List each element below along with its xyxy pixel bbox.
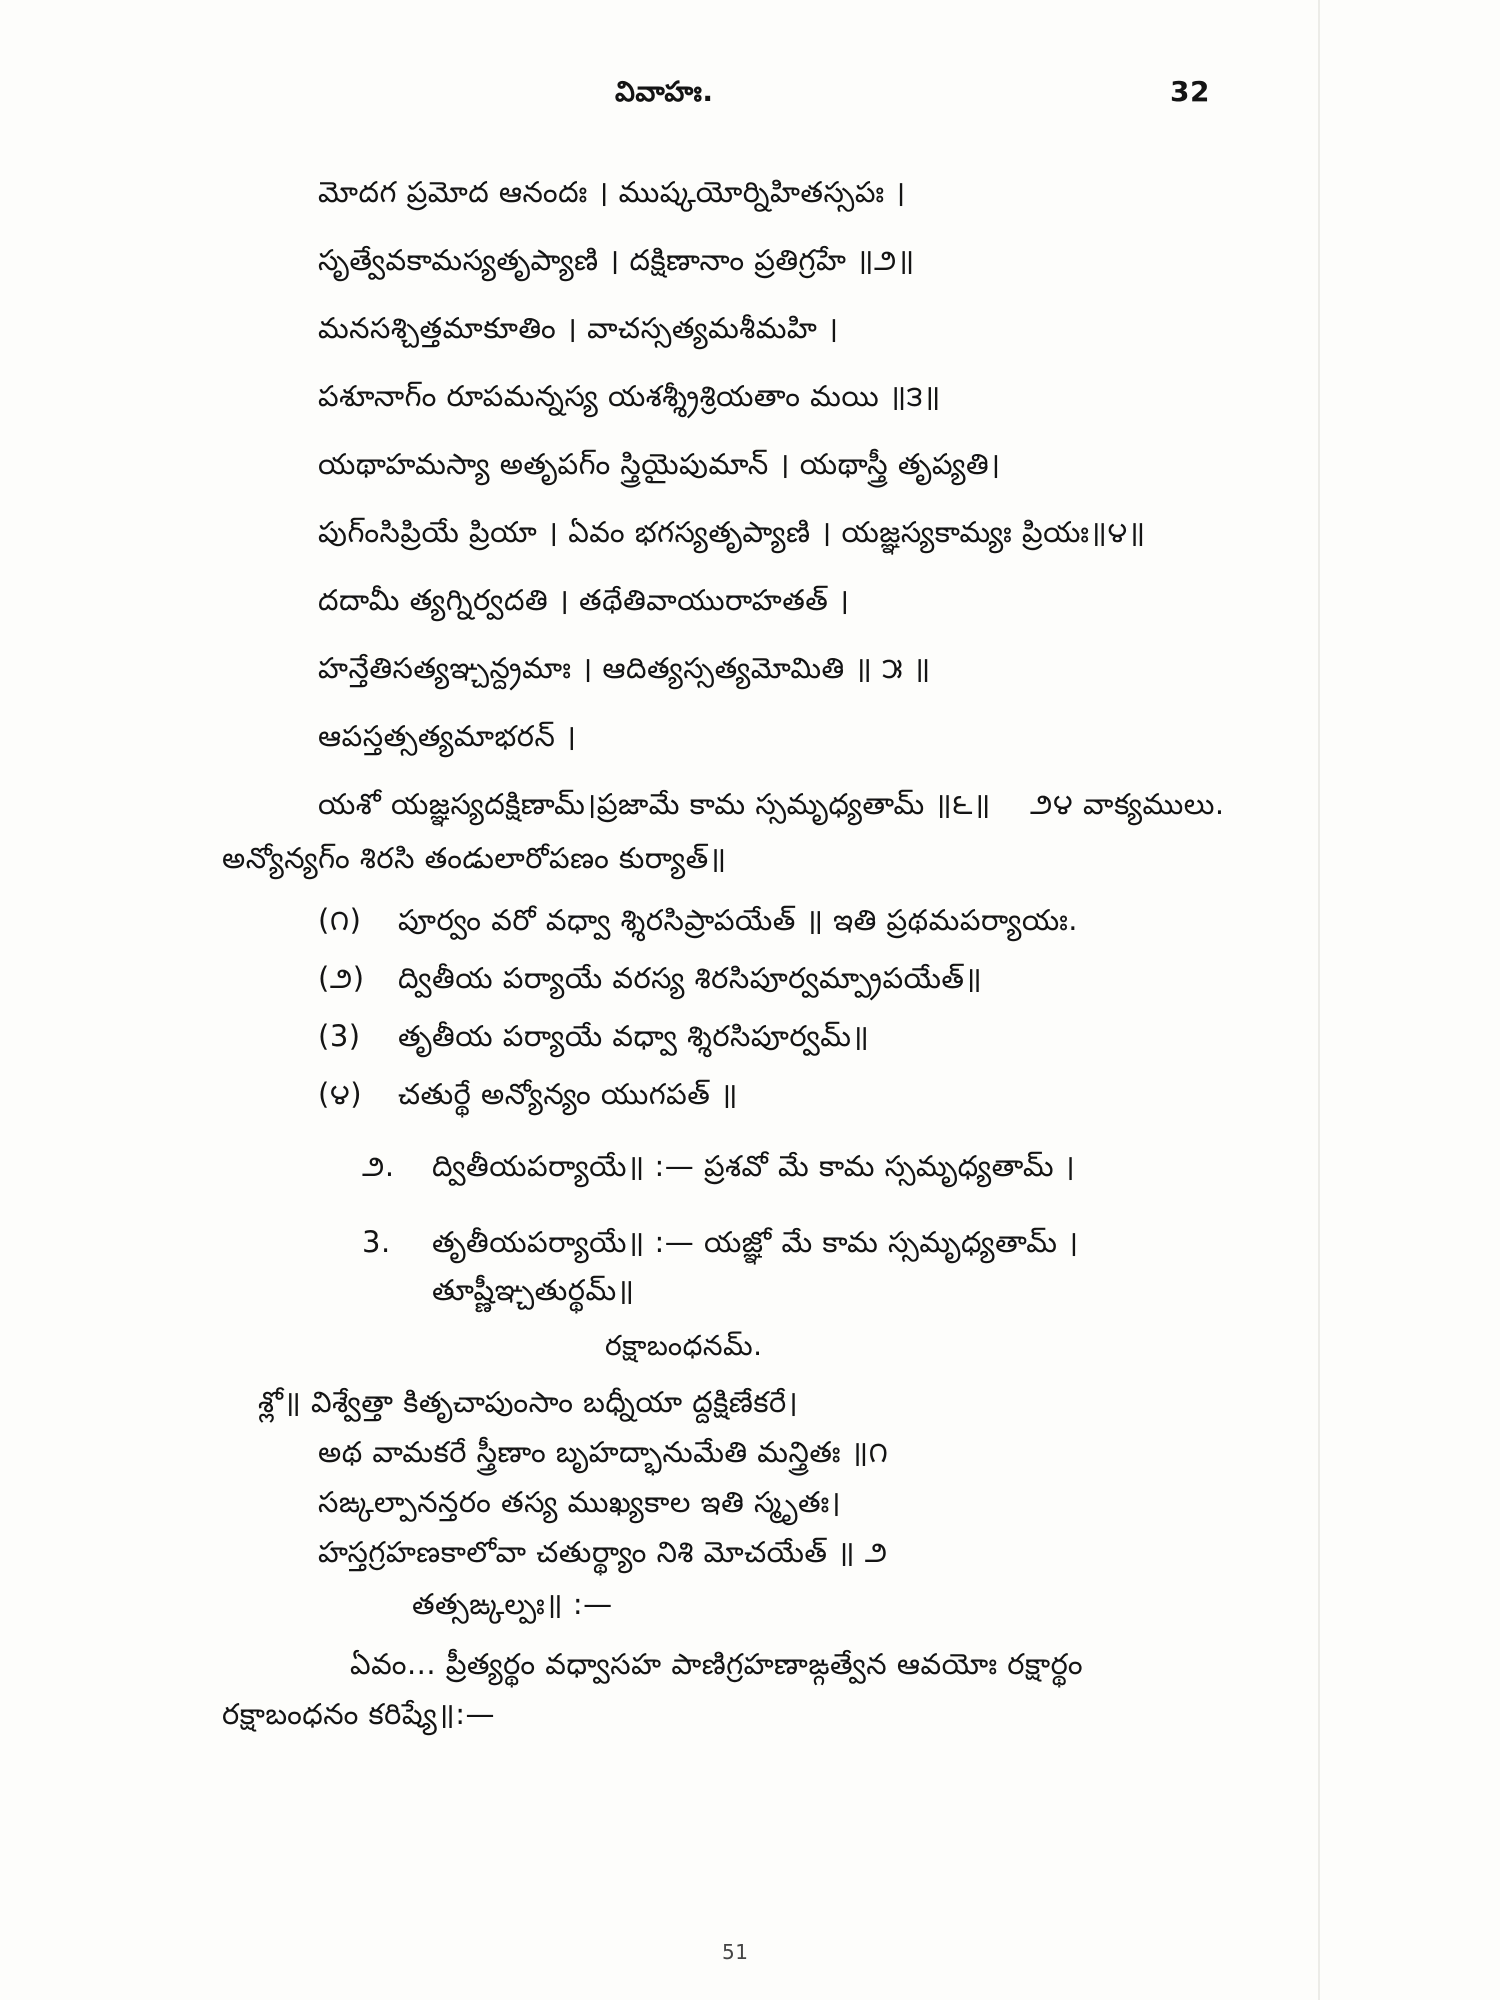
mantra-line: పశూనాగ్ం రూపమన్నస్య యశశ్శ్రీశ్రియతాం మయి ॥౩॥ bbox=[318, 379, 941, 413]
sloka-line: హస్తగ్రహణకాలోవా చతుర్థ్యాం నిశి మోచయేత్ ॥ ౨ bbox=[318, 1535, 888, 1569]
page-edge-shadow bbox=[1318, 0, 1320, 2000]
sub-step-number: ౨. bbox=[362, 1149, 395, 1183]
mantra-line: సృత్వేవకామస్యతృప్యాణి । దక్షిణానాం ప్రతిగ్రహే ॥౨॥ bbox=[318, 243, 915, 277]
closing-line: ఏవం... ప్రీత్యర్థం వధ్వాసహ పాణిగ్రహణాఙ్గత్వేన ఆవయోః రక్షార్థం bbox=[350, 1647, 1084, 1681]
page-number-top: 32 bbox=[1170, 75, 1210, 108]
mantra-line: ఆపస్తత్సత్యమాభరన్ । bbox=[318, 719, 577, 753]
step-item bbox=[318, 1016, 869, 1056]
closing-line: రక్షాబంధనం కరిష్యే॥:— bbox=[222, 1697, 495, 1731]
running-title: వివాహః. bbox=[615, 75, 714, 108]
step-number: (౧) bbox=[318, 903, 362, 937]
step-text: ద్వితీయ పర్యాయే వరస్య శిరసిపూర్వమ్ప్రాపయేత్॥ bbox=[398, 961, 983, 995]
step-text: చతుర్థే అన్యోన్యం యుగపత్ ॥ bbox=[398, 1077, 738, 1111]
mantra-line: యథాహమస్యా అతృపగ్ం స్త్రియైపుమాన్ । యథాస్త్రీ తృప్యతి। bbox=[318, 447, 1001, 481]
mantra-line: మనసశ్చిత్తమాకూతిం । వాచస్సత్యమశీమహి । bbox=[318, 311, 839, 345]
step-item bbox=[318, 900, 1078, 940]
step-number: (3) bbox=[318, 1019, 361, 1053]
sub-step-item bbox=[362, 1222, 1079, 1262]
instruction-line: అన్యోన్యగ్ం శిరసి తండులారోపణం కుర్యాత్॥ bbox=[222, 841, 727, 875]
step-item bbox=[318, 958, 982, 998]
sub-step-item bbox=[362, 1146, 1075, 1186]
page-number-bottom: 51 bbox=[722, 1940, 749, 1964]
mantra-line: దదామీ త్యగ్నిర్వదతి । తథేతివాయురాహతత్ । bbox=[318, 583, 850, 617]
step-text: తృతీయ పర్యాయే వధ్వా శ్శిరసిపూర్వమ్॥ bbox=[398, 1019, 870, 1053]
mantra-line: యశో యజ్ఞస్యదక్షిణామ్।ప్రజామే కామ స్సమృధ్యతామ్ ॥౬॥ bbox=[318, 787, 991, 821]
sloka-line: అథ వామకరే స్త్రీణాం బృహద్భానుమేతి మన్త్రితః ॥౧ bbox=[318, 1435, 889, 1469]
section-heading: రక్షాబంధనమ్. bbox=[605, 1329, 763, 1362]
sloka-line: సఙ్కల్పానన్తరం తస్య ముఖ్యకాల ఇతి స్మృతః। bbox=[318, 1485, 842, 1519]
mantra-line: మోదగ ప్రమోద ఆనందః । ముష్కయోర్నిహితస్సపః । bbox=[318, 175, 906, 209]
sub-step-text: తృతీయపర్యాయే॥ :— యజ్ఞో మే కామ స్సమృధ్యతామ్ । bbox=[432, 1225, 1079, 1259]
sub-step-text: ద్వితీయపర్యాయే॥ :— ప్రశవో మే కామ స్సమృధ్యతామ్ । bbox=[432, 1149, 1076, 1183]
sloka-line: శ్లో॥ విశ్వేత్తా కితృచాపుంసాం బధ్నీయా ద్దక్షిణేకరే। bbox=[258, 1385, 799, 1419]
mantra-line: హన్తేతిసత్యఞ్చన్ద్రమాః । ఆదిత్యస్సత్యమోమితి ॥ ౫ ॥ bbox=[318, 651, 931, 685]
sub-step-number: 3. bbox=[362, 1225, 391, 1259]
step-number: (౨) bbox=[318, 961, 365, 995]
sentence-count-note: ౨౪ వాక్యములు. bbox=[1030, 787, 1225, 821]
sankalpa-label: తత్సఙ్కల్పః॥ :— bbox=[412, 1587, 613, 1621]
step-number: (౪) bbox=[318, 1077, 363, 1111]
mantra-line: పుగ్ంసిప్రియే ప్రియా । ఏవం భగస్యతృప్యాణి । యజ్ఞస్యకామ్యః ప్రియః॥౪॥ bbox=[318, 515, 1146, 549]
sub-step-continuation: తూష్ణీఞ్చతుర్థమ్॥ bbox=[432, 1273, 635, 1307]
step-text: పూర్వం వరో వధ్వా శ్శిరసిప్రాపయేత్ ॥ ఇతి ప్రథమపర్యాయః. bbox=[398, 903, 1078, 937]
step-item bbox=[318, 1074, 738, 1114]
